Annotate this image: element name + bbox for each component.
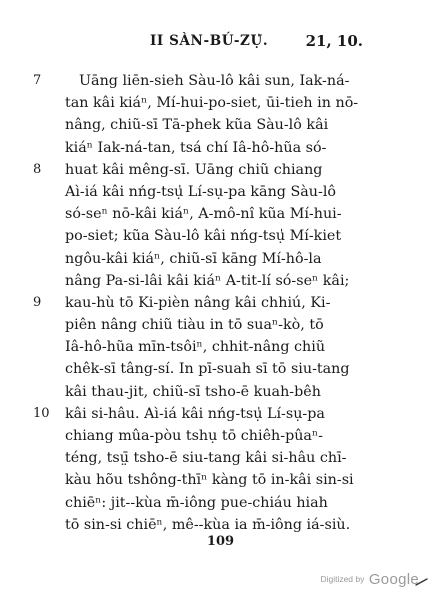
text-line (0, 203, 441, 225)
verse-number: 10 (33, 405, 50, 421)
verse-number: 8 (33, 161, 42, 177)
text-line (0, 137, 441, 159)
line-text: po-siet; kũa Sàu-lô kâi nńg-tsụ̍ Mí-kiet (65, 228, 342, 245)
line-text: kau-hù tō Ki-pièn nâng kâi chhiú, Ki- (65, 294, 331, 311)
verse-number: 9 (33, 294, 42, 310)
text-line (0, 225, 441, 247)
text-line (0, 403, 441, 425)
text-line (0, 270, 441, 292)
line-text: piên nâng chiũ tiàu in tō suaⁿ-kò, tō (65, 317, 324, 334)
line-text: Uāng liēn-sieh Sàu-lô kâi sun, Iak-ná- (79, 73, 350, 89)
line-text: chiēⁿ: jit--kùa m̄-iông pue-chiáu hiah (65, 494, 328, 511)
digitized-by-label: Digitized by (320, 574, 365, 584)
line-text: só-seⁿ nō-kâi kiáⁿ, A-mô-nî kũa Mí-hui- (65, 206, 342, 223)
line-text: nâng, chiũ-sī Tā-phek kũa Sàu-lô kâi (65, 117, 329, 134)
text-line (0, 70, 441, 92)
text-line (0, 514, 441, 536)
verse-number: 7 (33, 73, 42, 88)
chapter-verse-reference: 21, 10. (305, 32, 363, 50)
line-text: chêk-sī tâng-sí. In pī-suah sī tō siu-tang (65, 361, 350, 378)
line-text: nâng Pa-si-lâi kâi kiáⁿ A-tit-lí só-seⁿ kâi; (65, 272, 350, 289)
text-line (0, 447, 441, 469)
line-text: Aì-iá kâi nńg-tsụ̍ Lí-sụ-pa kāng Sàu-lô (65, 183, 337, 200)
page-header (0, 33, 441, 55)
page-number: 109 (206, 534, 235, 549)
pen-stroke-mark (415, 578, 429, 586)
line-text: kàu hõu tshông-thīⁿ kàng tō in-kâi sin-si (65, 472, 354, 489)
line-text: kâi thau-jit, chiũ-sī tsho-ē kuah-bêh (65, 383, 321, 400)
text-line (0, 492, 441, 514)
line-text: chiang mûa-pòu tshụ tō chiêh-pûaⁿ- (65, 428, 323, 444)
text-line (0, 159, 441, 181)
line-text: tan kâi kiáⁿ, Mí-hui-po-siet, ūi-tieh in nō- (65, 95, 359, 112)
line-text: téng, tsṳ̄ tsho-ē siu-tang kâi si-hâu chī- (65, 450, 347, 467)
line-text: kiáⁿ Iak-ná-tan, tsá chí Iâ-hô-hũa só- (65, 139, 327, 156)
line-text: kâi si-hâu. Aì-iá kâi nńg-tsụ̍ Lí-sụ-pa (65, 405, 325, 422)
text-line (0, 469, 441, 491)
line-text: huat kâi mêng-sī. Uāng chiũ chiang (65, 161, 323, 178)
text-line (0, 314, 441, 336)
text-line (0, 292, 441, 314)
line-text: Iâ-hô-hũa mīn-tsôiⁿ, chhit-nâng chiũ (65, 339, 326, 356)
text-line (0, 114, 441, 136)
text-line (0, 425, 441, 447)
text-line (0, 381, 441, 403)
digitized-watermark (320, 571, 419, 589)
line-text: tō sin-si chiēⁿ, mê--kùa ia m̄-iông iá-siù. (65, 516, 351, 533)
text-line (0, 358, 441, 380)
running-title: II SÀN-BÚ-ZỤ̍. (150, 33, 269, 49)
scripture-body (0, 70, 441, 536)
text-line (0, 336, 441, 358)
text-line (0, 181, 441, 203)
text-line (0, 248, 441, 270)
line-text: ngôu-kâi kiáⁿ, chiũ-sī kāng Mí-hô-la (65, 250, 322, 267)
google-logo: Google (368, 571, 419, 588)
text-line (0, 92, 441, 114)
